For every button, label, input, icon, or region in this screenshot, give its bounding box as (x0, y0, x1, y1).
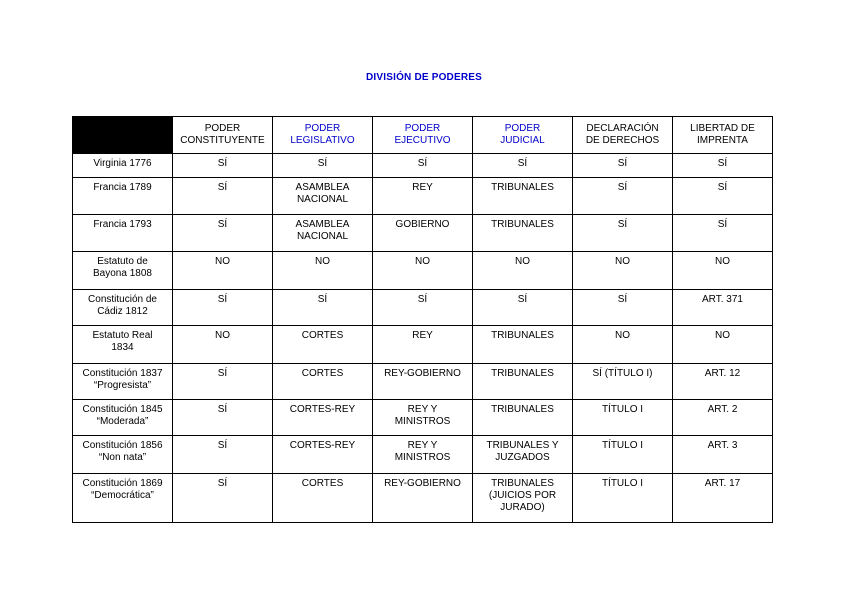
row-label: Constitución 1845 “Moderada” (73, 400, 173, 436)
row-label: Constitución de Cádiz 1812 (73, 290, 173, 326)
table-cell: SÍ (673, 178, 773, 215)
row-label: Francia 1793 (73, 215, 173, 252)
table-cell: CORTES-REY (273, 400, 373, 436)
header-blank-cell (73, 117, 173, 154)
table-row (73, 252, 773, 290)
table-cell: REY-GOBIERNO (373, 474, 473, 523)
table-cell: SÍ (673, 154, 773, 178)
header-libertad-imprenta: LIBERTAD DE IMPRENTA (673, 117, 773, 154)
table-cell: ART. 17 (673, 474, 773, 523)
table-cell: REY (373, 178, 473, 215)
table-cell: CORTES-REY (273, 436, 373, 474)
row-label: Constitución 1869 “Democrática” (73, 474, 173, 523)
table-header-row (73, 117, 773, 154)
table-cell: SÍ (173, 364, 273, 400)
table-cell: TRIBUNALES Y JUZGADOS (473, 436, 573, 474)
table-cell: ART. 2 (673, 400, 773, 436)
table-cell: SÍ (573, 215, 673, 252)
table-cell: NO (473, 252, 573, 290)
table-cell: TRIBUNALES (473, 364, 573, 400)
table-cell: SÍ (573, 154, 673, 178)
table-cell: ART. 12 (673, 364, 773, 400)
table-cell: SÍ (373, 154, 473, 178)
table-cell: TÍTULO I (573, 474, 673, 523)
document-title: DIVISIÓN DE PODERES (365, 72, 483, 83)
table-cell: SÍ (573, 178, 673, 215)
table-row (73, 178, 773, 215)
table-cell: TRIBUNALES (473, 326, 573, 364)
table-cell: ASAMBLEA NACIONAL (273, 178, 373, 215)
table-row (73, 290, 773, 326)
table-cell: CORTES (273, 474, 373, 523)
table-row (73, 326, 773, 364)
table-cell: SÍ (173, 290, 273, 326)
table-cell: ART. 371 (673, 290, 773, 326)
header-poder-ejecutivo: PODER EJECUTIVO (373, 117, 473, 154)
table-cell: GOBIERNO (373, 215, 473, 252)
table-row (73, 436, 773, 474)
table-cell: NO (573, 326, 673, 364)
table-cell: REY Y MINISTROS (373, 400, 473, 436)
table-cell: TÍTULO I (573, 436, 673, 474)
table-cell: SÍ (673, 215, 773, 252)
header-poder-constituyente: PODER CONSTITUYENTE (173, 117, 273, 154)
header-declaracion-derechos: DECLARACIÓN DE DERECHOS (573, 117, 673, 154)
table-cell: REY-GOBIERNO (373, 364, 473, 400)
table-cell: SÍ (173, 436, 273, 474)
table-row (73, 400, 773, 436)
powers-table (72, 116, 773, 523)
table-cell: SÍ (173, 474, 273, 523)
row-label: Constitución 1856 “Non nata” (73, 436, 173, 474)
table-cell: SÍ (273, 154, 373, 178)
row-label: Estatuto de Bayona 1808 (73, 252, 173, 290)
header-poder-legislativo: PODER LEGISLATIVO (273, 117, 373, 154)
table-cell: SÍ (173, 154, 273, 178)
row-label: Constitución 1837 “Progresista” (73, 364, 173, 400)
table-cell: NO (373, 252, 473, 290)
table-cell: NO (273, 252, 373, 290)
table-cell: CORTES (273, 364, 373, 400)
table-row (73, 154, 773, 178)
row-label: Estatuto Real 1834 (73, 326, 173, 364)
table-cell: NO (173, 252, 273, 290)
header-poder-judicial: PODER JUDICIAL (473, 117, 573, 154)
table-cell: ART. 3 (673, 436, 773, 474)
table-cell: SÍ (273, 290, 373, 326)
table-row (73, 474, 773, 523)
row-label: Francia 1789 (73, 178, 173, 215)
table-cell: NO (173, 326, 273, 364)
table-cell: TRIBUNALES (473, 178, 573, 215)
table-cell: TÍTULO I (573, 400, 673, 436)
table-cell: SÍ (573, 290, 673, 326)
table-cell: TRIBUNALES (473, 215, 573, 252)
table-cell: CORTES (273, 326, 373, 364)
table-cell: ASAMBLEA NACIONAL (273, 215, 373, 252)
table-cell: TRIBUNALES (473, 400, 573, 436)
table-cell: NO (573, 252, 673, 290)
table-cell: REY (373, 326, 473, 364)
row-label: Virginia 1776 (73, 154, 173, 178)
table-cell: SÍ (473, 154, 573, 178)
table-cell: SÍ (473, 290, 573, 326)
table-row (73, 215, 773, 252)
table-cell: NO (673, 252, 773, 290)
table-cell: SÍ (173, 178, 273, 215)
table-cell: SÍ (TÍTULO I) (573, 364, 673, 400)
table-cell: SÍ (173, 400, 273, 436)
table-cell: NO (673, 326, 773, 364)
table-cell: TRIBUNALES (JUICIOS POR JURADO) (473, 474, 573, 523)
table-row (73, 364, 773, 400)
table-cell: REY Y MINISTROS (373, 436, 473, 474)
table-cell: SÍ (373, 290, 473, 326)
table-cell: SÍ (173, 215, 273, 252)
